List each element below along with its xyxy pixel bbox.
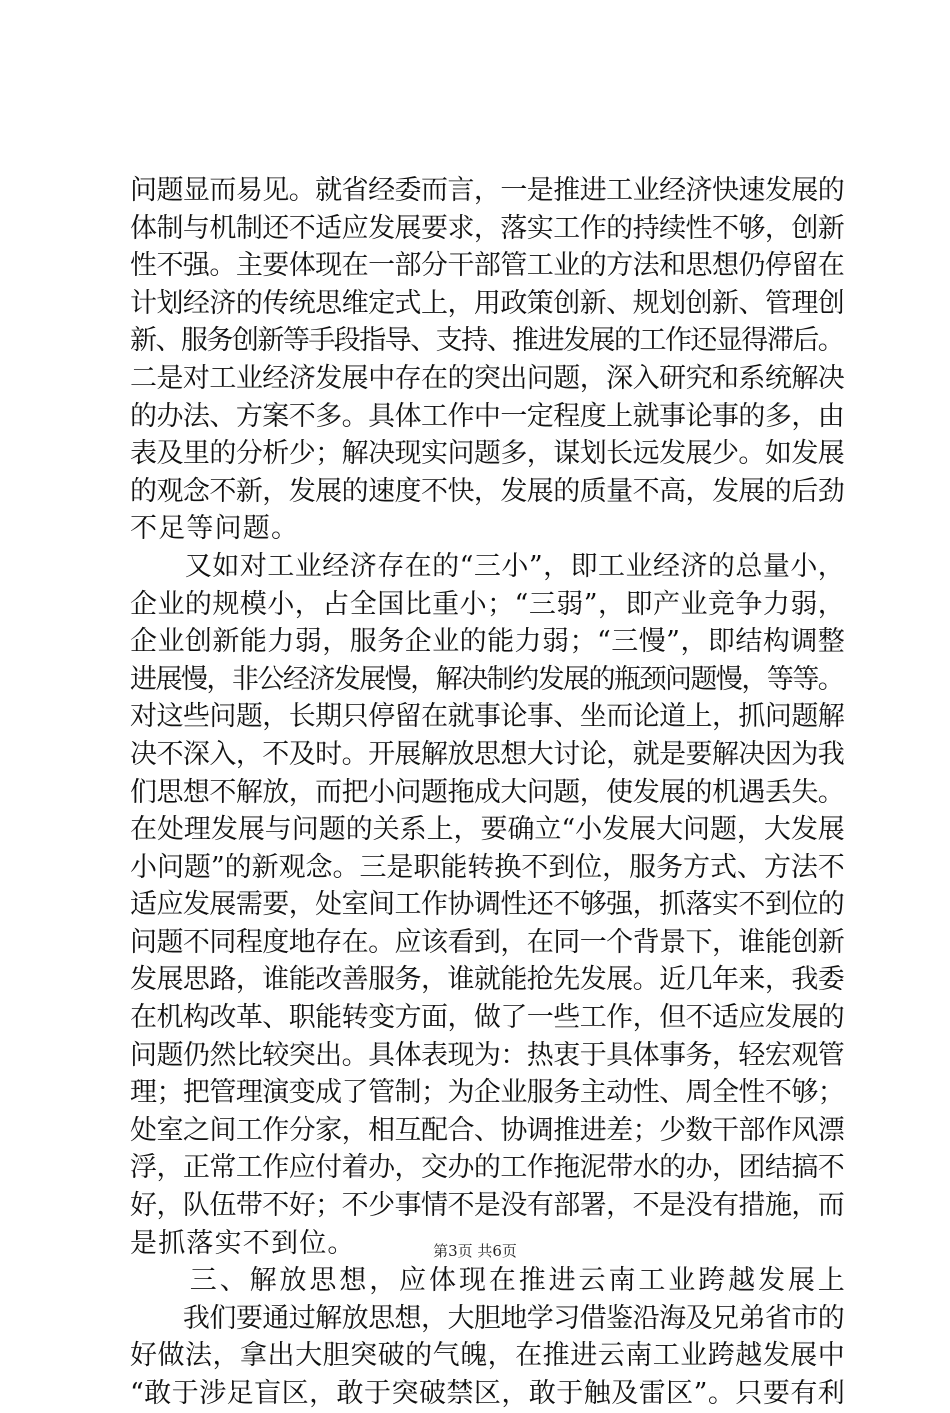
text-line: 表及里的分析少；解决现实问题多，谋划长远发展少。如发展 [130, 438, 845, 470]
text-line: 又如对工业经济存在的“三小”，即工业经济的总量小， [130, 550, 846, 582]
text-line: 问题不同程度地存在。应该看到，在同一个背景下，谁能创新 [130, 926, 845, 958]
text-line: 的办法、方案不多。具体工作中一定程度上就事论事的多，由 [130, 400, 845, 432]
text-line: 理；把管理演变成了管制；为企业服务主动性、周全性不够； [130, 1077, 845, 1109]
body-text [130, 172, 846, 1413]
text-line: 计划经济的传统思维定式上，用政策创新、规划创新、管理创 [130, 287, 845, 319]
text-line: 浮，正常工作应付着办，交办的工作拖泥带水的办，团结搞不 [130, 1152, 845, 1184]
text-line: 在处理发展与问题的关系上，要确立“小发展大问题，大发展 [130, 814, 845, 846]
text-line: “敢于涉足盲区，敢于突破禁区，敢于触及雷区”。只要有利 [130, 1378, 846, 1409]
text-line: 问题显而易见。就省经委而言，一是推进工业经济快速发展的 [130, 175, 845, 206]
text-line: 适应发展需要，处室间工作协调性还不够强，抓落实不到位的 [130, 889, 845, 921]
text-line: 在机构改革、职能转变方面，做了一些工作，但不适应发展的 [130, 1002, 845, 1034]
text-line: 三、解放思想，应体现在推进云南工业跨越发展上 [130, 1265, 848, 1297]
text-line: 企业创新能力弱，服务企业的能力弱；“三慢”，即结构调整 [130, 626, 846, 658]
text-line: 我们要通过解放思想，大胆地学习借鉴沿海及兄弟省市的 [130, 1302, 845, 1334]
text-line: 处室之间工作分家，相互配合、协调推进差；少数干部作风漂 [130, 1114, 845, 1146]
text-line: 体制与机制还不适应发展要求，落实工作的持续性不够，创新 [130, 212, 845, 244]
text-line: 的观念不新，发展的速度不快，发展的质量不高，发展的后劲 [130, 475, 845, 507]
text-line: 性不强。主要体现在一部分干部管工业的方法和思想仍停留在 [130, 250, 845, 282]
text-line: 不足等问题。 [130, 513, 300, 545]
text-line: 是抓落实不到位。 [130, 1227, 356, 1259]
text-line: 进展慢，非公经济发展慢，解决制约发展的瓶颈问题慢，等等。 [130, 663, 844, 695]
text-line: 们思想不解放，而把小问题拖成大问题，使发展的机遇丢失。 [130, 776, 845, 808]
text-line: 二是对工业经济发展中存在的突出问题，深入研究和系统解决 [130, 362, 845, 394]
text-line: 好做法，拿出大胆突破的气魄，在推进云南工业跨越发展中 [130, 1340, 846, 1372]
text-line: 对这些问题，长期只停留在就事论事、坐而论道上，抓问题解 [130, 701, 845, 733]
text-line: 发展思路，谁能改善服务，谁就能抢先发展。近几年来，我委 [130, 964, 845, 996]
text-line: 好，队伍带不好；不少事情不是没有部署，不是没有措施，而 [130, 1190, 845, 1222]
text-line: 新、服务创新等手段指导、支持、推进发展的工作还显得滞后。 [130, 325, 844, 357]
text-line: 决不深入，不及时。开展解放思想大讨论，就是要解决因为我 [130, 738, 845, 770]
text-line: 企业的规模小，占全国比重小；“三弱”，即产业竞争力弱， [130, 588, 846, 620]
page-footer: 第3页 共6页 [433, 1242, 517, 1260]
text-line: 问题仍然比较突出。具体表现为：热衷于具体事务，轻宏观管 [130, 1039, 845, 1071]
text-line: 小问题”的新观念。三是职能转换不到位，服务方式、方法不 [130, 851, 845, 883]
